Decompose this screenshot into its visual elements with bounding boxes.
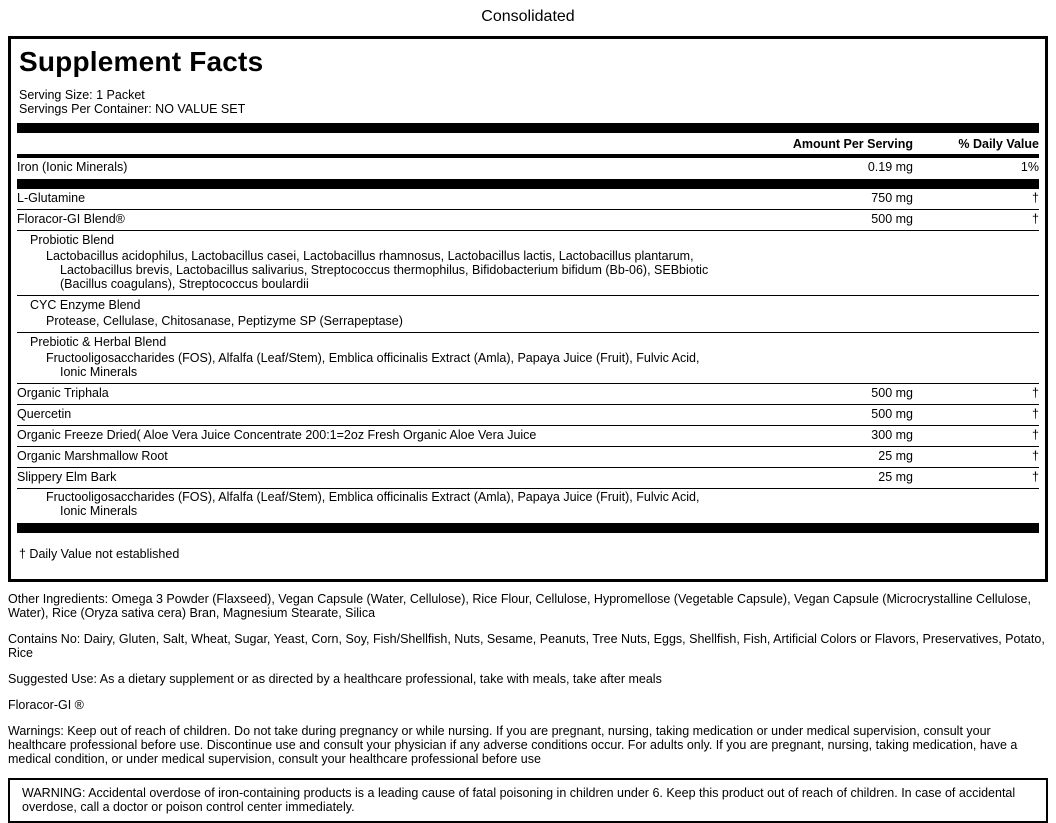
nutrient-entry xyxy=(17,447,1039,467)
page-title: Consolidated xyxy=(481,8,575,25)
nutrient-amount xyxy=(783,298,913,313)
nutrient-row xyxy=(17,190,1039,207)
nutrient-row xyxy=(17,232,1039,249)
nutrient-name: Organic Triphala xyxy=(17,386,109,400)
nutrient-rows xyxy=(17,158,1039,533)
nutrient-amount xyxy=(783,233,913,248)
nutrient-name: Prebiotic & Herbal Blend xyxy=(30,335,167,349)
product-name-text: Floracor-GI ® xyxy=(8,698,84,712)
daily-value-footnote: † Daily Value not established xyxy=(19,547,180,561)
nutrient-daily-value xyxy=(913,298,1039,313)
warnings-text: Warnings: Keep out of reach of children. Do not take during pregnancy or while nursing. If you are pregnant, nursing, taking medication or under medical supervision, consult your healthcare professional before use. Discontinue use and consult your physician if any adverse conditions occur. For adults only. If you are pregnant, nursing, taking medication, have a medical condition, or under medical supervision, consult your healthcare professional before use xyxy=(8,724,1018,766)
nutrient-entry xyxy=(17,333,1039,383)
nutrient-row xyxy=(17,469,1039,486)
nutrient-amount: 750 mg xyxy=(871,191,913,205)
nutrient-daily-value xyxy=(913,233,1039,248)
nutrient-name: Quercetin xyxy=(17,407,72,421)
nutrient-entry xyxy=(17,405,1039,425)
supplement-facts-title: Supplement Facts xyxy=(19,46,264,77)
divider-bar xyxy=(17,123,1039,133)
nutrient-amount: 0.19 mg xyxy=(867,160,913,174)
nutrient-amount: 500 mg xyxy=(871,407,913,421)
label-footer xyxy=(8,592,1048,766)
nutrient-row xyxy=(17,159,1039,176)
column-header-spacer xyxy=(17,137,783,151)
nutrient-row xyxy=(17,406,1039,423)
nutrient-daily-value: † xyxy=(1032,470,1039,484)
nutrient-row xyxy=(17,297,1039,314)
nutrient-name: L-Glutamine xyxy=(17,191,86,205)
divider-bar xyxy=(17,523,1039,533)
servings-per-container: Servings Per Container: NO VALUE SET xyxy=(19,102,246,116)
other-ingredients-text: Other Ingredients: Omega 3 Powder (Flaxseed), Vegan Capsule (Water, Cellulose), Rice Flour, Cellulose, Hypromellose (Vegetable Capsule), Vegan Capsule (Microcrystalline Cellulose, Water), Rice (Oryza sativa cera) Bran, Magnesium Stearate, Silica xyxy=(8,592,1031,620)
nutrient-amount xyxy=(783,335,913,350)
nutrient-name: Slippery Elm Bark xyxy=(17,470,117,484)
blend-ingredients: Lactobacillus acidophilus, Lactobacillus casei, Lactobacillus rhamnosus, Lactobacillus lactis, Lactobacillus plantarum, Lactobacillus brevis, Lactobacillus salivarius, Streptococcus thermophilus, Bifidobacterium bifidum (Bb-06), SEBbiotic (Bacillus coagulans), Streptococcus boulardii xyxy=(46,249,709,291)
nutrient-daily-value: † xyxy=(1032,386,1039,400)
nutrient-name: Organic Freeze Dried( Aloe Vera Juice Concentrate 200:1=2oz Fresh Organic Aloe Vera Juice xyxy=(17,428,537,442)
nutrient-daily-value: † xyxy=(1032,407,1039,421)
nutrient-row xyxy=(17,427,1039,444)
nutrient-entry xyxy=(17,210,1039,230)
iron-warning-text: WARNING: Accidental overdose of iron-containing products is a leading cause of fatal poisoning in children under 6. Keep this product out of reach of children. In case of accidental overdose, call a doctor or poison control center immediately. xyxy=(22,786,1016,814)
column-header-daily-value: % Daily Value xyxy=(958,137,1039,151)
supplement-facts-panel xyxy=(8,36,1048,582)
nutrient-name: Organic Marshmallow Root xyxy=(17,449,168,463)
nutrient-entry xyxy=(17,384,1039,404)
nutrient-entry xyxy=(17,189,1039,209)
nutrient-amount: 500 mg xyxy=(871,212,913,226)
nutrient-entry xyxy=(17,468,1039,488)
nutrient-entry xyxy=(17,296,1039,332)
blend-ingredients: Protease, Cellulase, Chitosanase, Peptizyme SP (Serrapeptase) xyxy=(46,314,403,328)
column-header-amount: Amount Per Serving xyxy=(792,137,913,151)
nutrient-entry xyxy=(17,426,1039,446)
nutrient-row xyxy=(17,334,1039,351)
iron-warning-box xyxy=(8,778,1048,823)
nutrient-entry xyxy=(17,158,1039,178)
divider-bar xyxy=(17,179,1039,189)
nutrient-row xyxy=(17,211,1039,228)
serving-size: Serving Size: 1 Packet xyxy=(19,88,145,102)
nutrient-daily-value: † xyxy=(1032,428,1039,442)
nutrient-name: Iron (Ionic Minerals) xyxy=(17,160,128,174)
nutrient-row xyxy=(17,448,1039,465)
nutrient-amount: 25 mg xyxy=(878,470,913,484)
nutrient-amount: 500 mg xyxy=(871,386,913,400)
nutrient-name: Probiotic Blend xyxy=(30,233,115,247)
nutrient-row xyxy=(17,385,1039,402)
suggested-use-text: Suggested Use: As a dietary supplement or as directed by a healthcare professional, take with meals, take after meals xyxy=(8,672,662,686)
nutrient-daily-value: † xyxy=(1032,191,1039,205)
column-header-row xyxy=(17,133,1039,154)
nutrient-daily-value: † xyxy=(1032,212,1039,226)
nutrient-amount: 300 mg xyxy=(871,428,913,442)
nutrient-name: Floracor-GI Blend® xyxy=(17,212,125,226)
nutrient-amount: 25 mg xyxy=(878,449,913,463)
nutrient-name: CYC Enzyme Blend xyxy=(30,298,141,312)
nutrient-daily-value: † xyxy=(1032,449,1039,463)
nutrient-entry xyxy=(17,231,1039,295)
nutrient-daily-value xyxy=(913,335,1039,350)
blend-ingredients: Fructooligosaccharides (FOS), Alfalfa (Leaf/Stem), Emblica officinalis Extract (Amla), Papaya Juice (Fruit), Fulvic Acid, Ionic Minerals xyxy=(46,351,700,379)
nutrient-daily-value: 1% xyxy=(1020,160,1039,174)
blend-ingredients: Fructooligosaccharides (FOS), Alfalfa (Leaf/Stem), Emblica officinalis Extract (Amla), Papaya Juice (Fruit), Fulvic Acid, Ionic Minerals xyxy=(46,490,700,518)
nutrient-entry xyxy=(17,489,1039,522)
contains-no-text: Contains No: Dairy, Gluten, Salt, Wheat, Sugar, Yeast, Corn, Soy, Fish/Shellfish, Nuts, Sesame, Peanuts, Tree Nuts, Eggs, Shellfish, Fish, Artificial Colors or Flavors, Preservatives, Potato, Rice xyxy=(8,632,1045,660)
